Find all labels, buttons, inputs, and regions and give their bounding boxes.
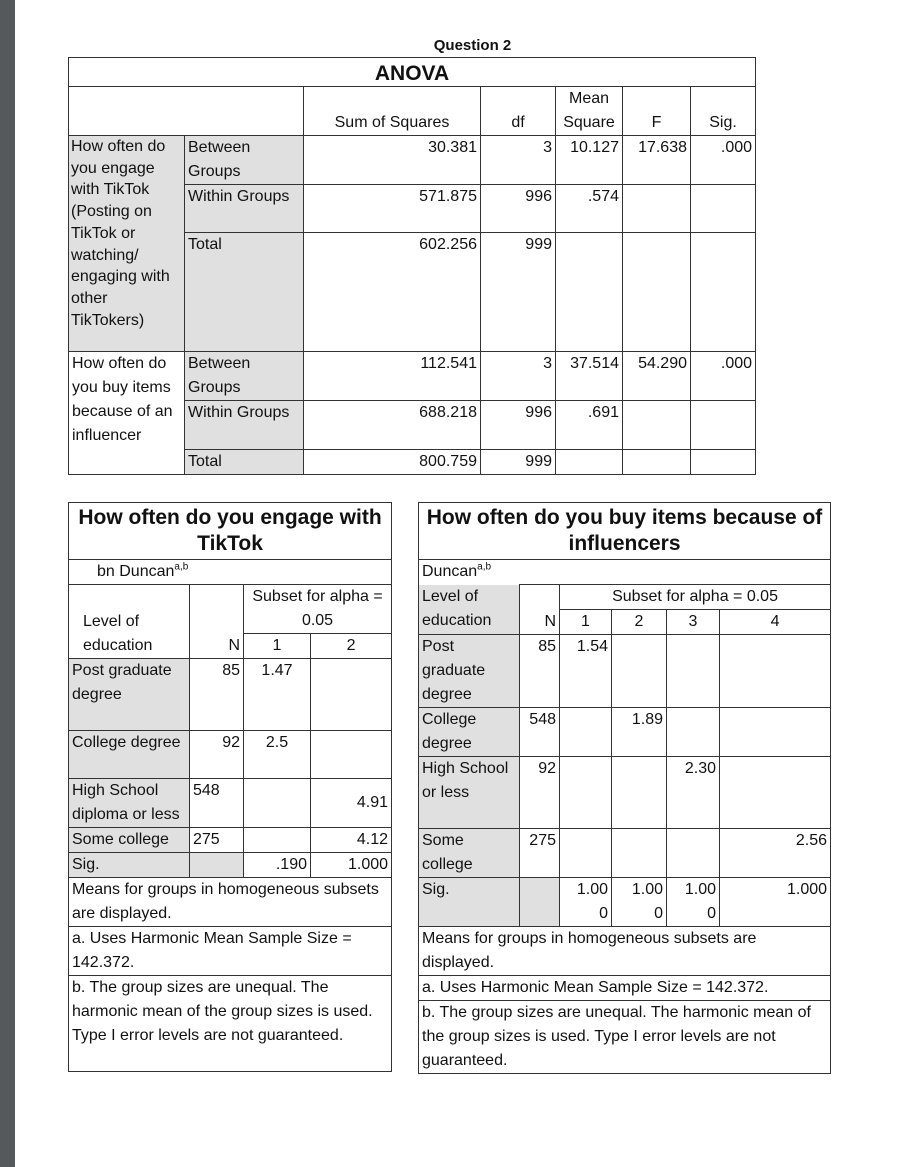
buy-row-s4 (720, 708, 831, 757)
anova-ss: 112.541 (304, 352, 481, 401)
anova-source: Within Groups (185, 401, 304, 450)
buy-row-level: Post graduate degree (419, 635, 520, 708)
anova-ms (556, 450, 623, 475)
buy-subset-3: 3 (667, 610, 720, 635)
buy-subset-4: 4 (720, 610, 831, 635)
buy-row-s1 (560, 829, 612, 878)
buy-row-s2: 1.89 (612, 708, 667, 757)
engage-footnote-a: a. Uses Harmonic Mean Sample Size = 142.372. (69, 927, 392, 976)
buy-table-title: How often do you buy items because of influencers (419, 503, 831, 560)
engage-row-level: Some college (69, 828, 190, 853)
buy-method-sup: a,b (477, 561, 492, 573)
engage-col-level: Level of education (69, 585, 190, 659)
anova-f (623, 401, 691, 450)
engage-footnote-1: Means for groups in homogeneous subsets are displayed. (69, 878, 392, 927)
buy-row-s1: 1.54 (560, 635, 612, 708)
anova-ss: 602.256 (304, 233, 481, 352)
anova-df: 996 (481, 401, 556, 450)
buy-row-s4: 2.56 (720, 829, 831, 878)
engage-row-n: 92 (190, 731, 244, 779)
engage-method-sup: a,b (174, 561, 189, 573)
anova-header-ms: Mean Square (556, 87, 623, 136)
anova-dependent-label: How often do you engage with TikTok (Posting on TikTok or watching/ engaging with other TikTokers) (69, 136, 185, 352)
buy-col-level: Level of education (419, 585, 520, 635)
anova-source: Total (185, 450, 304, 475)
anova-df: 3 (481, 136, 556, 185)
anova-df: 999 (481, 233, 556, 352)
buy-sig-1-bottom: 0 (599, 905, 608, 922)
anova-source: Between Groups (185, 352, 304, 401)
anova-header-f: F (623, 87, 691, 136)
anova-sig (691, 401, 756, 450)
engage-method (69, 560, 392, 585)
anova-df: 3 (481, 352, 556, 401)
buy-subset-1: 1 (560, 610, 612, 635)
buy-sig-3-bottom: 0 (707, 905, 716, 922)
engage-method-label: bn Duncan (97, 563, 175, 580)
buy-row-s4 (720, 635, 831, 708)
buy-row-s4 (720, 757, 831, 829)
buy-footnote-b: b. The group sizes are unequal. The harmonic mean of the group sizes is used. Type I error levels are not guaranteed. (419, 1001, 831, 1074)
engage-sig-n-blank (190, 853, 244, 878)
buy-sig-3 (667, 878, 720, 927)
anova-sig (691, 185, 756, 233)
buy-row-s2 (612, 635, 667, 708)
anova-header-df: df (481, 87, 556, 136)
buy-sig-label: Sig. (419, 878, 520, 927)
anova-header-sig: Sig. (691, 87, 756, 136)
buy-row-s3 (667, 635, 720, 708)
anova-header-ss: Sum of Squares (304, 87, 481, 136)
buy-row-s3 (667, 829, 720, 878)
buy-col-n: N (520, 585, 560, 635)
anova-table (68, 57, 756, 475)
engage-row-level: College degree (69, 731, 190, 779)
anova-f: 17.638 (623, 136, 691, 185)
engage-subset-1: 1 (244, 634, 311, 659)
buy-sig-n-blank (520, 878, 560, 927)
engage-row-s2 (311, 659, 392, 731)
buy-method (419, 560, 831, 585)
engage-row-level: Post graduate degree (69, 659, 190, 731)
engage-row-n: 275 (190, 828, 244, 853)
anova-f (623, 450, 691, 475)
anova-ms: 10.127 (556, 136, 623, 185)
anova-f (623, 185, 691, 233)
buy-subset-header: Subset for alpha = 0.05 (560, 585, 831, 610)
buy-sig-2-bottom: 0 (654, 905, 663, 922)
buy-row-n: 85 (520, 635, 560, 708)
engage-footnote-b: b. The group sizes are unequal. The harmonic mean of the group sizes is used. Type I error levels are not guaranteed. (69, 976, 392, 1072)
buy-footnote-1: Means for groups in homogeneous subsets are displayed. (419, 927, 831, 976)
engage-row-s2: 4.91 (311, 779, 392, 828)
engage-sig-label: Sig. (69, 853, 190, 878)
buy-sig-1-top: 1.00 (576, 881, 608, 898)
engage-subset-header: Subset for alpha = 0.05 (244, 585, 392, 634)
engage-row-s2 (311, 731, 392, 779)
buy-sig-2 (612, 878, 667, 927)
buy-footnote-a: a. Uses Harmonic Mean Sample Size = 142.372. (419, 976, 831, 1001)
buy-subset-2: 2 (612, 610, 667, 635)
anova-ms: .691 (556, 401, 623, 450)
buy-row-s2 (612, 829, 667, 878)
buy-row-n: 92 (520, 757, 560, 829)
anova-ss: 30.381 (304, 136, 481, 185)
engage-row-n: 548 (190, 779, 244, 828)
anova-df: 999 (481, 450, 556, 475)
question-title: Question 2 (433, 37, 512, 54)
buy-row-level: Some college (419, 829, 520, 878)
buy-sig-3-top: 1.00 (684, 881, 716, 898)
buy-sig-4 (720, 878, 831, 927)
anova-df: 996 (481, 185, 556, 233)
anova-sig: .000 (691, 136, 756, 185)
anova-f (623, 233, 691, 352)
buy-method-label: Duncan (422, 563, 478, 580)
engage-sig-1: .190 (244, 853, 311, 878)
engage-row-s1 (244, 828, 311, 853)
buy-duncan-table (418, 502, 831, 1074)
anova-ms (556, 233, 623, 352)
anova-ms: 37.514 (556, 352, 623, 401)
buy-row-level: College degree (419, 708, 520, 757)
buy-row-s1 (560, 757, 612, 829)
anova-source: Total (185, 233, 304, 352)
engage-col-n: N (190, 585, 244, 659)
engage-row-s1: 2.5 (244, 731, 311, 779)
buy-row-level: High School or less (419, 757, 520, 829)
window-edge-strip (0, 0, 15, 1167)
anova-dependent-label: How often do you buy items because of an influencer (69, 352, 185, 475)
engage-row-n: 85 (190, 659, 244, 731)
engage-duncan-table (68, 502, 392, 1072)
anova-source: Within Groups (185, 185, 304, 233)
engage-row-s2: 4.12 (311, 828, 392, 853)
anova-ss: 800.759 (304, 450, 481, 475)
anova-sig (691, 450, 756, 475)
buy-row-s2 (612, 757, 667, 829)
anova-sig (691, 233, 756, 352)
engage-sig-2: 1.000 (311, 853, 392, 878)
buy-row-n: 275 (520, 829, 560, 878)
anova-header-blank (69, 87, 304, 136)
anova-source: Between Groups (185, 136, 304, 185)
engage-subset-2: 2 (311, 634, 392, 659)
buy-row-s3 (667, 708, 720, 757)
engage-row-s1 (244, 779, 311, 828)
buy-row-n: 548 (520, 708, 560, 757)
buy-sig-2-top: 1.00 (631, 881, 663, 898)
engage-row-s1: 1.47 (244, 659, 311, 731)
buy-sig-1 (560, 878, 612, 927)
engage-table-title: How often do you engage with TikTok (69, 503, 392, 560)
anova-ms: .574 (556, 185, 623, 233)
buy-row-s3: 2.30 (667, 757, 720, 829)
buy-row-s1 (560, 708, 612, 757)
engage-row-level: High School diploma or less (69, 779, 190, 828)
anova-sig: .000 (691, 352, 756, 401)
anova-f: 54.290 (623, 352, 691, 401)
anova-title: ANOVA (69, 58, 756, 87)
anova-ss: 688.218 (304, 401, 481, 450)
anova-ss: 571.875 (304, 185, 481, 233)
buy-sig-4-top: 1.000 (787, 881, 828, 898)
